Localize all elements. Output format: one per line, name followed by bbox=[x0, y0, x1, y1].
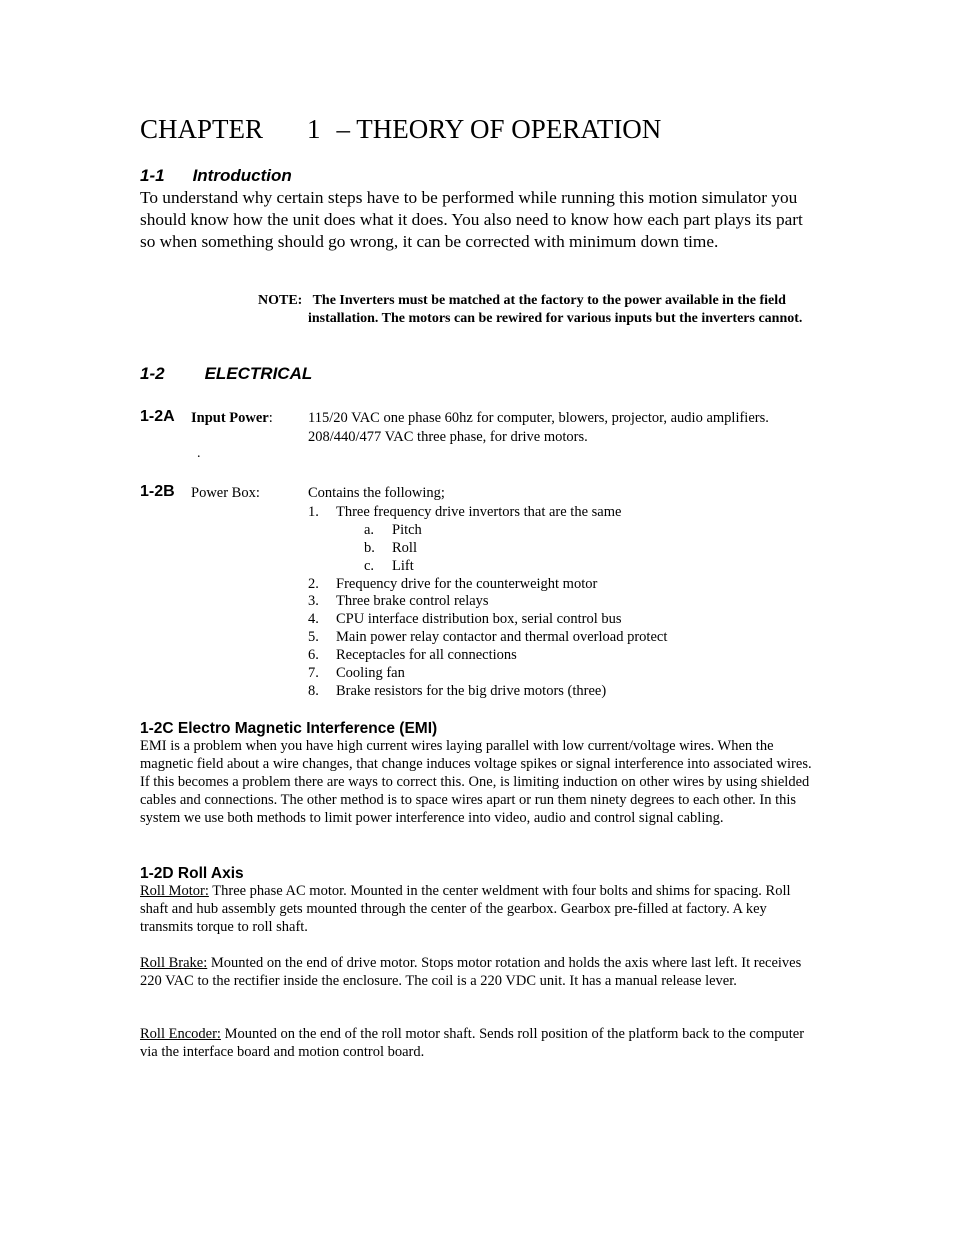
chapter-name: – THEORY OF OPERATION bbox=[336, 114, 662, 144]
introduction-paragraph: To understand why certain steps have to be performed while running this motion simulator you should know how the unit does what it does. You also need to know how each part plays its part so when something should go wrong, it can be corrected with minimum down time. bbox=[140, 188, 803, 251]
input-power-line-2: 208/440/477 VAC three phase, for drive motors. bbox=[308, 429, 588, 445]
note-label: NOTE: bbox=[258, 293, 303, 308]
list-item: 3. Three brake control relays bbox=[308, 593, 489, 609]
list-item: 8. Brake resistors for the big drive motors (three) bbox=[308, 683, 607, 699]
section-title: Introduction bbox=[192, 166, 292, 185]
section-heading-introduction bbox=[140, 166, 292, 186]
section-title: ELECTRICAL bbox=[204, 364, 313, 383]
list-subitem: c. Lift bbox=[364, 558, 414, 574]
subsection-label-1-2b: 1-2B bbox=[140, 483, 175, 500]
roll-encoder-paragraph: Roll Encoder: Mounted on the end of the roll motor shaft. Sends roll position of the platform back to the computer via the interface board and motion control board. bbox=[140, 1026, 805, 1060]
note-block bbox=[196, 292, 816, 327]
chapter-label: CHAPTER bbox=[140, 114, 264, 144]
roll-motor-label: Roll Motor: bbox=[140, 883, 209, 899]
list-item: 5. Main power relay contactor and thermal overload protect bbox=[308, 629, 668, 645]
emi-paragraph: EMI is a problem when you have high current wires laying parallel with low current/voltage wires. When the magnetic field about a wire changes, that change induces voltage spikes or signal interference into associated wires. If this becomes a problem there are ways to correct this. One, is limiting induction on other wires by using shielded cables and connections. The other method is to space wires apart or run them ninety degrees to each other. In this system we use both methods to limit power interference into video, audio and control signal cabling. bbox=[140, 738, 812, 826]
roll-brake-paragraph: Roll Brake: Mounted on the end of drive motor. Stops motor rotation and holds the axis where last left. It receives 220 VAC to the rectifier inside the enclosure. The coil is a 220 VDC unit. It has a manual release lever. bbox=[140, 955, 802, 989]
power-box-intro: Contains the following; bbox=[308, 485, 445, 501]
list-subitem: b. Roll bbox=[364, 540, 417, 556]
roll-motor-paragraph: Roll Motor: Three phase AC motor. Mounted in the center weldment with four bolts and shims for spacing. Roll shaft and hub assembly gets mounted through the center of the gearbox. Gearbox pre-filled at factory. A key transmits torque to roll shaft. bbox=[140, 883, 791, 935]
note-text: The Inverters must be matched at the factory to the power available in the field installation. The motors can be rewired for various inputs but the inverters cannot. bbox=[308, 293, 803, 326]
chapter-title bbox=[140, 112, 661, 146]
list-subitem: a. Pitch bbox=[364, 522, 422, 538]
roll-encoder-label: Roll Encoder: bbox=[140, 1026, 221, 1042]
power-box-label: Power Box: bbox=[191, 485, 260, 501]
section-number: 1-1 bbox=[140, 166, 165, 185]
chapter-number: 1 bbox=[307, 114, 321, 144]
section-heading-electrical bbox=[140, 364, 312, 384]
roll-brake-label: Roll Brake: bbox=[140, 955, 208, 971]
list-item: 6. Receptacles for all connections bbox=[308, 647, 517, 663]
emi-heading: 1-2C Electro Magnetic Interference (EMI) bbox=[140, 720, 438, 737]
list-item: 4. CPU interface distribution box, serial control bus bbox=[308, 611, 622, 627]
stray-dot: . bbox=[197, 446, 201, 461]
list-item: 2. Frequency drive for the counterweight motor bbox=[308, 576, 598, 592]
list-item: 7. Cooling fan bbox=[308, 665, 405, 681]
input-power-label: Input Power: bbox=[191, 410, 273, 426]
input-power-line-1: 115/20 VAC one phase 60hz for computer, blowers, projector, audio amplifiers. bbox=[308, 410, 769, 426]
subsection-label-1-2a: 1-2A bbox=[140, 408, 175, 425]
roll-axis-heading: 1-2D Roll Axis bbox=[140, 865, 244, 882]
section-number: 1-2 bbox=[140, 364, 165, 383]
list-item: 1. Three frequency drive invertors that are the same bbox=[308, 504, 622, 520]
